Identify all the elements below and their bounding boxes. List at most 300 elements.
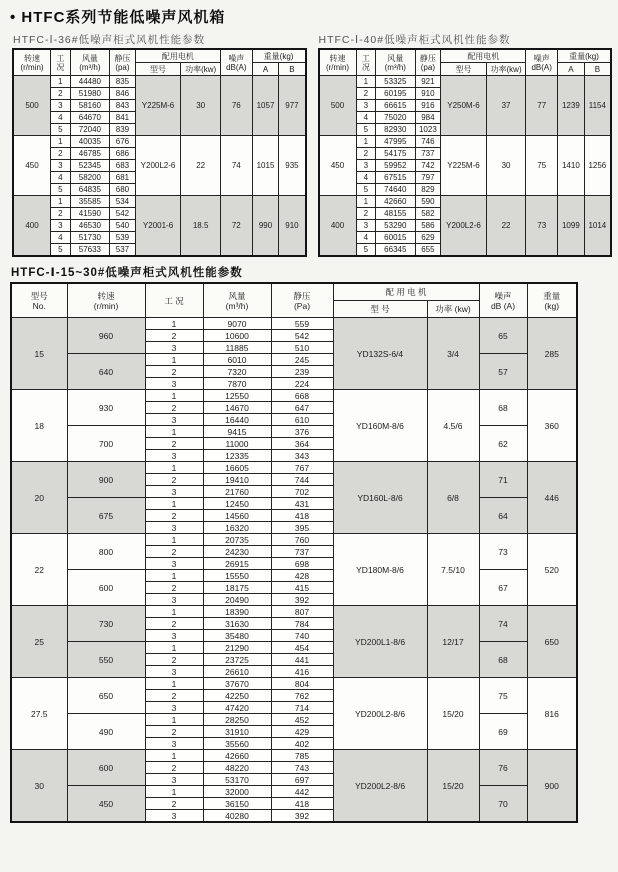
condition-cell: 4	[356, 232, 376, 244]
noise-header: 噪声 dB(A)	[526, 49, 558, 76]
static-pressure-cell: 452	[271, 714, 333, 726]
motor-model-cell: YD160L-8/6	[333, 462, 427, 534]
speed-cell: 640	[67, 354, 145, 390]
speed-cell: 490	[67, 714, 145, 750]
condition-cell: 3	[51, 160, 71, 172]
airflow-cell: 46785	[70, 148, 109, 160]
motor-power-cell: 15/20	[427, 678, 479, 750]
static-pressure-cell: 542	[110, 208, 136, 220]
condition-cell: 1	[145, 642, 203, 654]
speed-cell: 500	[13, 76, 51, 136]
airflow-cell: 7320	[203, 366, 271, 378]
noise-cell: 64	[479, 498, 527, 534]
speed-cell: 800	[67, 534, 145, 570]
table-row	[319, 196, 612, 208]
model-no-cell: 18	[11, 390, 67, 462]
speed-cell: 900	[67, 462, 145, 498]
model-no-cell: 25	[11, 606, 67, 678]
static-pressure-cell: 797	[415, 172, 441, 184]
static-pressure-cell: 534	[110, 196, 136, 208]
static-pressure-cell: 807	[271, 606, 333, 618]
airflow-cell: 18390	[203, 606, 271, 618]
condition-cell: 5	[51, 184, 71, 196]
perf-table-15-30	[10, 282, 578, 823]
noise-header: 噪声 dB(A)	[221, 49, 253, 76]
airflow-cell: 35560	[203, 738, 271, 750]
airflow-cell: 51730	[70, 232, 109, 244]
static-pressure-cell: 343	[271, 450, 333, 462]
airflow-cell: 12550	[203, 390, 271, 402]
condition-header: 工 况	[51, 49, 71, 76]
model-no-cell: 15	[11, 318, 67, 390]
noise-cell: 68	[479, 642, 527, 678]
airflow-cell: 14670	[203, 402, 271, 414]
weight-b-cell: 1014	[584, 196, 611, 257]
airflow-cell: 36150	[203, 798, 271, 810]
perf-table-40-header	[319, 49, 612, 76]
airflow-header: 风量 (m³/h)	[70, 49, 109, 76]
weight-a-header: A	[558, 63, 585, 76]
table-row	[319, 76, 612, 88]
airflow-header: 风量 (m³/h)	[376, 49, 415, 76]
motor-model-cell: YD132S-6/4	[333, 318, 427, 390]
airflow-header: 风量 (m³/h)	[203, 283, 271, 318]
condition-cell: 2	[145, 654, 203, 666]
static-pressure-cell: 428	[271, 570, 333, 582]
noise-cell: 69	[479, 714, 527, 750]
condition-cell: 1	[145, 750, 203, 762]
noise-cell: 68	[479, 390, 527, 426]
condition-cell: 4	[51, 112, 71, 124]
condition-cell: 3	[356, 220, 376, 232]
static-pressure-cell: 680	[110, 184, 136, 196]
airflow-cell: 9415	[203, 426, 271, 438]
noise-cell: 75	[479, 678, 527, 714]
weight-a-header: A	[252, 63, 279, 76]
noise-cell: 76	[479, 750, 527, 786]
airflow-cell: 15550	[203, 570, 271, 582]
condition-cell: 2	[145, 438, 203, 450]
motor-power-cell: 7.5/10	[427, 534, 479, 606]
airflow-cell: 12335	[203, 450, 271, 462]
static-pressure-cell: 590	[415, 196, 441, 208]
airflow-cell: 54175	[376, 148, 415, 160]
condition-cell: 2	[145, 618, 203, 630]
condition-cell: 3	[145, 486, 203, 498]
static-pressure-cell: 910	[415, 88, 441, 100]
weight-b-cell: 1154	[584, 76, 611, 136]
condition-cell: 3	[356, 160, 376, 172]
airflow-cell: 44480	[70, 76, 109, 88]
table-row	[11, 750, 577, 762]
big-table-body	[11, 318, 577, 823]
condition-cell: 5	[356, 124, 376, 136]
airflow-cell: 74640	[376, 184, 415, 196]
airflow-cell: 53325	[376, 76, 415, 88]
condition-cell: 1	[145, 606, 203, 618]
speed-cell: 400	[319, 196, 357, 257]
motor-power-cell: 30	[486, 136, 526, 196]
airflow-cell: 24230	[203, 546, 271, 558]
airflow-cell: 32000	[203, 786, 271, 798]
table-36-caption: HTFC-Ⅰ-36#低噪声柜式风机性能参数	[13, 34, 206, 46]
static-pressure-cell: 610	[271, 414, 333, 426]
perf-table-36	[12, 48, 307, 257]
noise-cell: 74	[479, 606, 527, 642]
static-pressure-cell: 441	[271, 654, 333, 666]
noise-cell: 73	[526, 196, 558, 257]
model-no-cell: 27.5	[11, 678, 67, 750]
motor-model-cell: YD200L1-8/6	[333, 606, 427, 678]
static-pressure-cell: 392	[271, 594, 333, 606]
noise-cell: 77	[526, 76, 558, 136]
speed-header: 转速 (r/min)	[319, 49, 357, 76]
noise-cell: 62	[479, 426, 527, 462]
table-row	[11, 642, 577, 654]
weight-header: 重量 (kg)	[527, 283, 577, 318]
static-pressure-cell: 767	[271, 462, 333, 474]
table-row	[11, 426, 577, 438]
static-pressure-cell: 431	[271, 498, 333, 510]
condition-cell: 1	[145, 570, 203, 582]
condition-cell: 3	[145, 594, 203, 606]
condition-cell: 2	[356, 208, 376, 220]
airflow-cell: 16320	[203, 522, 271, 534]
table-row	[11, 786, 577, 798]
static-pressure-cell: 376	[271, 426, 333, 438]
static-pressure-header: 静压 (Pa)	[271, 283, 333, 318]
weight-cell: 650	[527, 606, 577, 678]
table-row	[11, 318, 577, 330]
airflow-cell: 26915	[203, 558, 271, 570]
condition-cell: 3	[145, 342, 203, 354]
airflow-cell: 57633	[70, 244, 109, 257]
speed-cell: 730	[67, 606, 145, 642]
weight-cell: 446	[527, 462, 577, 534]
condition-cell: 2	[145, 510, 203, 522]
noise-cell: 71	[479, 462, 527, 498]
table-40-container	[318, 48, 613, 257]
airflow-cell: 67515	[376, 172, 415, 184]
airflow-cell: 60015	[376, 232, 415, 244]
static-pressure-cell: 540	[110, 220, 136, 232]
table-15-30-caption: HTFC-Ⅰ-15~30#低噪声柜式风机性能参数	[11, 267, 243, 279]
condition-cell: 5	[51, 244, 71, 257]
motor-group-header: 配用电机	[135, 49, 220, 63]
perf-table-36-body	[13, 76, 306, 257]
static-pressure-cell: 442	[271, 786, 333, 798]
condition-cell: 2	[51, 208, 71, 220]
noise-cell: 57	[479, 354, 527, 390]
static-pressure-cell: 762	[271, 690, 333, 702]
condition-cell: 5	[356, 244, 376, 257]
condition-cell: 2	[145, 762, 203, 774]
airflow-cell: 21760	[203, 486, 271, 498]
static-pressure-cell: 1023	[415, 124, 441, 136]
condition-cell: 3	[145, 630, 203, 642]
table-row	[11, 570, 577, 582]
airflow-cell: 18175	[203, 582, 271, 594]
condition-cell: 4	[51, 232, 71, 244]
airflow-cell: 9070	[203, 318, 271, 330]
condition-cell: 3	[145, 450, 203, 462]
table-row	[13, 76, 306, 88]
noise-cell: 67	[479, 570, 527, 606]
static-pressure-cell: 702	[271, 486, 333, 498]
table-40-caption: HTFC-Ⅰ-40#低噪声柜式风机性能参数	[318, 34, 511, 46]
speed-cell: 450	[13, 136, 51, 196]
speed-cell: 960	[67, 318, 145, 354]
table-36-container	[12, 48, 307, 257]
static-pressure-cell: 415	[271, 582, 333, 594]
motor-power-cell: 12/17	[427, 606, 479, 678]
airflow-cell: 6010	[203, 354, 271, 366]
weight-cell: 816	[527, 678, 577, 750]
motor-power-cell: 4.5/6	[427, 390, 479, 462]
motor-power-cell: 6/8	[427, 462, 479, 534]
weight-b-cell: 977	[279, 76, 306, 136]
airflow-cell: 47420	[203, 702, 271, 714]
static-pressure-cell: 683	[110, 160, 136, 172]
condition-cell: 2	[51, 88, 71, 100]
noise-cell: 76	[221, 76, 253, 136]
airflow-cell: 12450	[203, 498, 271, 510]
airflow-cell: 28250	[203, 714, 271, 726]
static-pressure-cell: 655	[415, 244, 441, 257]
noise-cell: 73	[479, 534, 527, 570]
table-40-section	[318, 32, 613, 257]
static-pressure-cell: 829	[415, 184, 441, 196]
condition-cell: 1	[145, 534, 203, 546]
model-no-cell: 22	[11, 534, 67, 606]
airflow-cell: 59952	[376, 160, 415, 172]
airflow-cell: 42250	[203, 690, 271, 702]
motor-model-header: 型号	[441, 63, 486, 76]
weight-a-cell: 1057	[252, 76, 279, 136]
table-row	[11, 462, 577, 474]
airflow-cell: 40280	[203, 810, 271, 823]
speed-cell: 400	[13, 196, 51, 257]
condition-cell: 1	[145, 462, 203, 474]
motor-model-cell: Y250M-6	[441, 76, 486, 136]
condition-cell: 2	[145, 402, 203, 414]
airflow-cell: 16440	[203, 414, 271, 426]
static-pressure-cell: 668	[271, 390, 333, 402]
static-pressure-cell: 537	[110, 244, 136, 257]
static-pressure-cell: 742	[415, 160, 441, 172]
condition-cell: 5	[356, 184, 376, 196]
airflow-cell: 46530	[70, 220, 109, 232]
condition-cell: 3	[145, 414, 203, 426]
speed-cell: 600	[67, 570, 145, 606]
weight-group-header: 重量(kg)	[252, 49, 305, 63]
condition-cell: 4	[356, 172, 376, 184]
airflow-cell: 21290	[203, 642, 271, 654]
airflow-cell: 37670	[203, 678, 271, 690]
table-row	[11, 606, 577, 618]
condition-cell: 1	[51, 196, 71, 208]
condition-cell: 3	[145, 702, 203, 714]
noise-cell: 70	[479, 786, 527, 823]
model-no-cell: 20	[11, 462, 67, 534]
motor-power-cell: 15/20	[427, 750, 479, 823]
motor-power-cell: 22	[181, 136, 221, 196]
condition-cell: 1	[145, 678, 203, 690]
condition-cell: 1	[145, 354, 203, 366]
weight-cell: 285	[527, 318, 577, 390]
static-pressure-cell: 839	[110, 124, 136, 136]
airflow-cell: 14560	[203, 510, 271, 522]
condition-cell: 4	[356, 112, 376, 124]
static-pressure-cell: 760	[271, 534, 333, 546]
weight-b-header: B	[279, 63, 306, 76]
static-pressure-cell: 714	[271, 702, 333, 714]
speed-header: 转速 (r/min)	[13, 49, 51, 76]
motor-power-cell: 30	[181, 76, 221, 136]
speed-cell: 500	[319, 76, 357, 136]
static-pressure-cell: 402	[271, 738, 333, 750]
motor-power-header: 功率 (kw)	[427, 301, 479, 318]
airflow-cell: 51980	[70, 88, 109, 100]
airflow-cell: 66615	[376, 100, 415, 112]
speed-cell: 675	[67, 498, 145, 534]
condition-cell: 2	[356, 88, 376, 100]
airflow-cell: 19410	[203, 474, 271, 486]
table-row	[11, 354, 577, 366]
airflow-cell: 35480	[203, 630, 271, 642]
condition-cell: 2	[145, 726, 203, 738]
noise-cell: 75	[526, 136, 558, 196]
noise-cell: 65	[479, 318, 527, 354]
weight-a-cell: 1410	[558, 136, 585, 196]
static-pressure-cell: 629	[415, 232, 441, 244]
condition-cell: 1	[145, 426, 203, 438]
static-pressure-cell: 395	[271, 522, 333, 534]
static-pressure-cell: 559	[271, 318, 333, 330]
static-pressure-cell: 698	[271, 558, 333, 570]
noise-header: 噪声 dB (A)	[479, 283, 527, 318]
static-pressure-cell: 746	[415, 136, 441, 148]
static-pressure-cell: 539	[110, 232, 136, 244]
speed-cell: 550	[67, 642, 145, 678]
static-pressure-cell: 416	[271, 666, 333, 678]
perf-table-40-body	[319, 76, 612, 257]
condition-cell: 3	[145, 810, 203, 823]
table-36-section	[12, 32, 307, 257]
motor-power-cell: 22	[486, 196, 526, 257]
motor-model-cell: Y200L2-6	[441, 196, 486, 257]
table-row	[319, 136, 612, 148]
static-pressure-cell: 586	[415, 220, 441, 232]
airflow-cell: 58160	[70, 100, 109, 112]
condition-cell: 1	[51, 136, 71, 148]
airflow-cell: 11885	[203, 342, 271, 354]
table-15-30-section	[8, 264, 612, 823]
static-pressure-cell: 224	[271, 378, 333, 390]
static-pressure-cell: 647	[271, 402, 333, 414]
table-row	[11, 534, 577, 546]
condition-cell: 1	[145, 390, 203, 402]
motor-group-header: 配用电机	[441, 49, 526, 63]
motor-model-cell: Y225M-6	[135, 76, 181, 136]
static-pressure-cell: 239	[271, 366, 333, 378]
weight-b-header: B	[584, 63, 611, 76]
static-pressure-cell: 245	[271, 354, 333, 366]
condition-cell: 2	[145, 546, 203, 558]
static-pressure-cell: 841	[110, 112, 136, 124]
static-pressure-cell: 418	[271, 798, 333, 810]
static-pressure-cell: 784	[271, 618, 333, 630]
speed-cell: 930	[67, 390, 145, 426]
condition-cell: 1	[145, 714, 203, 726]
airflow-cell: 35585	[70, 196, 109, 208]
weight-a-cell: 1015	[252, 136, 279, 196]
airflow-cell: 53170	[203, 774, 271, 786]
static-pressure-cell: 392	[271, 810, 333, 823]
condition-cell: 2	[145, 366, 203, 378]
airflow-cell: 31910	[203, 726, 271, 738]
airflow-cell: 82930	[376, 124, 415, 136]
static-pressure-cell: 429	[271, 726, 333, 738]
static-pressure-cell: 582	[415, 208, 441, 220]
static-pressure-cell: 737	[415, 148, 441, 160]
condition-cell: 1	[51, 76, 71, 88]
motor-model-cell: Y2001-6	[135, 196, 181, 257]
motor-model-header: 型号	[135, 63, 181, 76]
condition-cell: 3	[51, 220, 71, 232]
airflow-cell: 23725	[203, 654, 271, 666]
motor-power-header: 功率(kw)	[486, 63, 526, 76]
condition-cell: 2	[145, 330, 203, 342]
weight-a-cell: 1099	[558, 196, 585, 257]
big-table-header	[11, 283, 577, 318]
weight-a-cell: 990	[252, 196, 279, 257]
motor-power-cell: 37	[486, 76, 526, 136]
condition-cell: 1	[145, 498, 203, 510]
table-15-30-container	[8, 282, 612, 823]
airflow-cell: 60195	[376, 88, 415, 100]
condition-cell: 3	[145, 378, 203, 390]
speed-header: 转速 (r/min)	[67, 283, 145, 318]
static-pressure-cell: 744	[271, 474, 333, 486]
airflow-cell: 10600	[203, 330, 271, 342]
static-pressure-header: 静压 (pa)	[110, 49, 136, 76]
condition-cell: 2	[356, 148, 376, 160]
airflow-cell: 7870	[203, 378, 271, 390]
condition-cell: 2	[145, 690, 203, 702]
weight-b-cell: 935	[279, 136, 306, 196]
condition-cell: 1	[145, 786, 203, 798]
airflow-cell: 64835	[70, 184, 109, 196]
condition-cell: 3	[145, 558, 203, 570]
static-pressure-cell: 676	[110, 136, 136, 148]
weight-b-cell: 1256	[584, 136, 611, 196]
airflow-cell: 58200	[70, 172, 109, 184]
airflow-cell: 42660	[376, 196, 415, 208]
static-pressure-cell: 743	[271, 762, 333, 774]
condition-cell: 1	[145, 318, 203, 330]
airflow-cell: 72040	[70, 124, 109, 136]
weight-a-cell: 1239	[558, 76, 585, 136]
static-pressure-cell: 418	[271, 510, 333, 522]
airflow-cell: 53290	[376, 220, 415, 232]
speed-cell: 450	[67, 786, 145, 823]
condition-cell: 1	[356, 136, 376, 148]
static-pressure-cell: 740	[271, 630, 333, 642]
airflow-cell: 75020	[376, 112, 415, 124]
static-pressure-cell: 804	[271, 678, 333, 690]
table-row	[11, 498, 577, 510]
